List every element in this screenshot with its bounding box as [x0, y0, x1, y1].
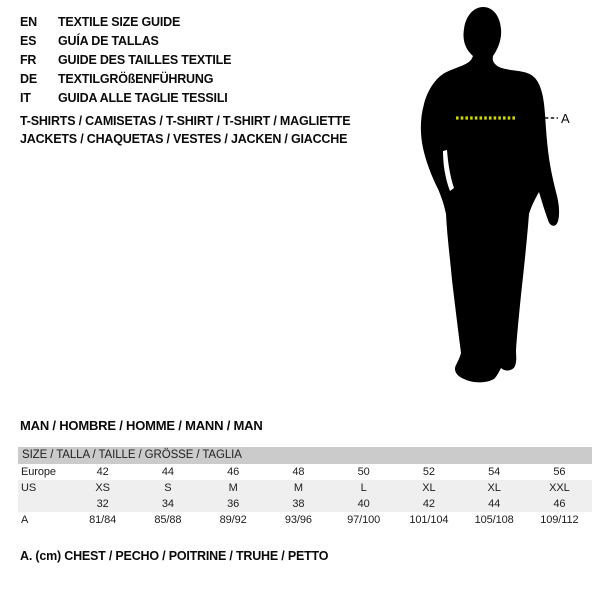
table-row-europe — [18, 464, 592, 480]
table-row-us — [18, 480, 592, 496]
size-table — [18, 447, 592, 529]
language-code: ES — [20, 34, 37, 48]
table-cell: 32 — [96, 498, 109, 510]
table-row-chest-a — [18, 512, 592, 529]
language-title: TEXTILGRÖßENFÜHRUNG — [58, 72, 214, 86]
table-cell: 46 — [227, 466, 240, 478]
language-title: GUIDE DES TAILLES TEXTILE — [58, 53, 232, 67]
table-cell: XXL — [549, 482, 570, 494]
table-cell: 40 — [357, 498, 370, 510]
man-silhouette-svg — [390, 0, 600, 420]
language-row-de — [20, 70, 231, 89]
row-label: Europe — [21, 466, 56, 478]
language-code: IT — [20, 91, 31, 105]
table-cell: 42 — [422, 498, 435, 510]
language-row-it — [20, 89, 231, 108]
language-code: EN — [20, 15, 37, 29]
category-line-jackets: JACKETS / CHAQUETAS / VESTES / JACKEN / GIACCHE — [20, 132, 348, 146]
category-line-tshirts: T-SHIRTS / CAMISETAS / T-SHIRT / T-SHIRT / MAGLIETTE — [20, 114, 351, 128]
row-label: US — [21, 482, 37, 494]
table-cell: L — [360, 482, 367, 494]
table-cell: 42 — [96, 466, 109, 478]
row-label — [18, 496, 70, 512]
table-cell: 46 — [553, 498, 566, 510]
table-cell: 81/84 — [89, 514, 117, 526]
table-cell: 44 — [488, 498, 501, 510]
table-cell: 85/88 — [154, 514, 182, 526]
language-code: DE — [20, 72, 37, 86]
language-code: FR — [20, 53, 37, 67]
table-cell: XL — [487, 482, 501, 494]
language-title: GUIDA ALLE TAGLIE TESSILI — [58, 91, 228, 105]
row-label: A — [21, 514, 29, 526]
table-cell: 50 — [357, 466, 370, 478]
table-cell: 105/108 — [474, 514, 514, 526]
language-row-es — [20, 32, 231, 51]
table-cell: 54 — [488, 466, 501, 478]
language-title: TEXTILE SIZE GUIDE — [58, 15, 181, 29]
language-title-list — [20, 13, 231, 108]
table-cell: XL — [422, 482, 436, 494]
table-cell: M — [293, 482, 303, 494]
man-silhouette — [421, 7, 559, 382]
section-title-man: MAN / HOMBRE / HOMME / MANN / MAN — [20, 418, 263, 433]
table-cell: 97/100 — [347, 514, 381, 526]
language-title: GUÍA DE TALLAS — [58, 34, 159, 48]
table-cell: 34 — [161, 498, 174, 510]
table-cell: 36 — [227, 498, 240, 510]
garment-category — [20, 112, 350, 148]
language-row-fr — [20, 51, 231, 70]
table-cell: 89/92 — [219, 514, 247, 526]
table-cell: 56 — [553, 466, 566, 478]
size-table-header: SIZE / TALLA / TAILLE / GRÖSSE / TAGLIA — [18, 447, 592, 464]
table-cell: S — [164, 482, 172, 494]
table-cell: 44 — [161, 466, 174, 478]
measurement-footnote: A. (cm) CHEST / PECHO / POITRINE / TRUHE / PETTO — [20, 549, 329, 563]
language-row-en — [20, 13, 231, 32]
table-row-us-numeric — [18, 496, 592, 512]
table-cell: XS — [95, 482, 110, 494]
table-cell: 48 — [292, 466, 305, 478]
table-cell: 93/96 — [284, 514, 312, 526]
table-cell: 101/104 — [409, 514, 449, 526]
measure-label-a: A — [561, 111, 570, 126]
table-cell: 52 — [422, 466, 435, 478]
table-cell: M — [228, 482, 238, 494]
table-cell: 38 — [292, 498, 305, 510]
measurement-figure — [390, 0, 600, 420]
table-cell: 109/112 — [540, 514, 579, 526]
